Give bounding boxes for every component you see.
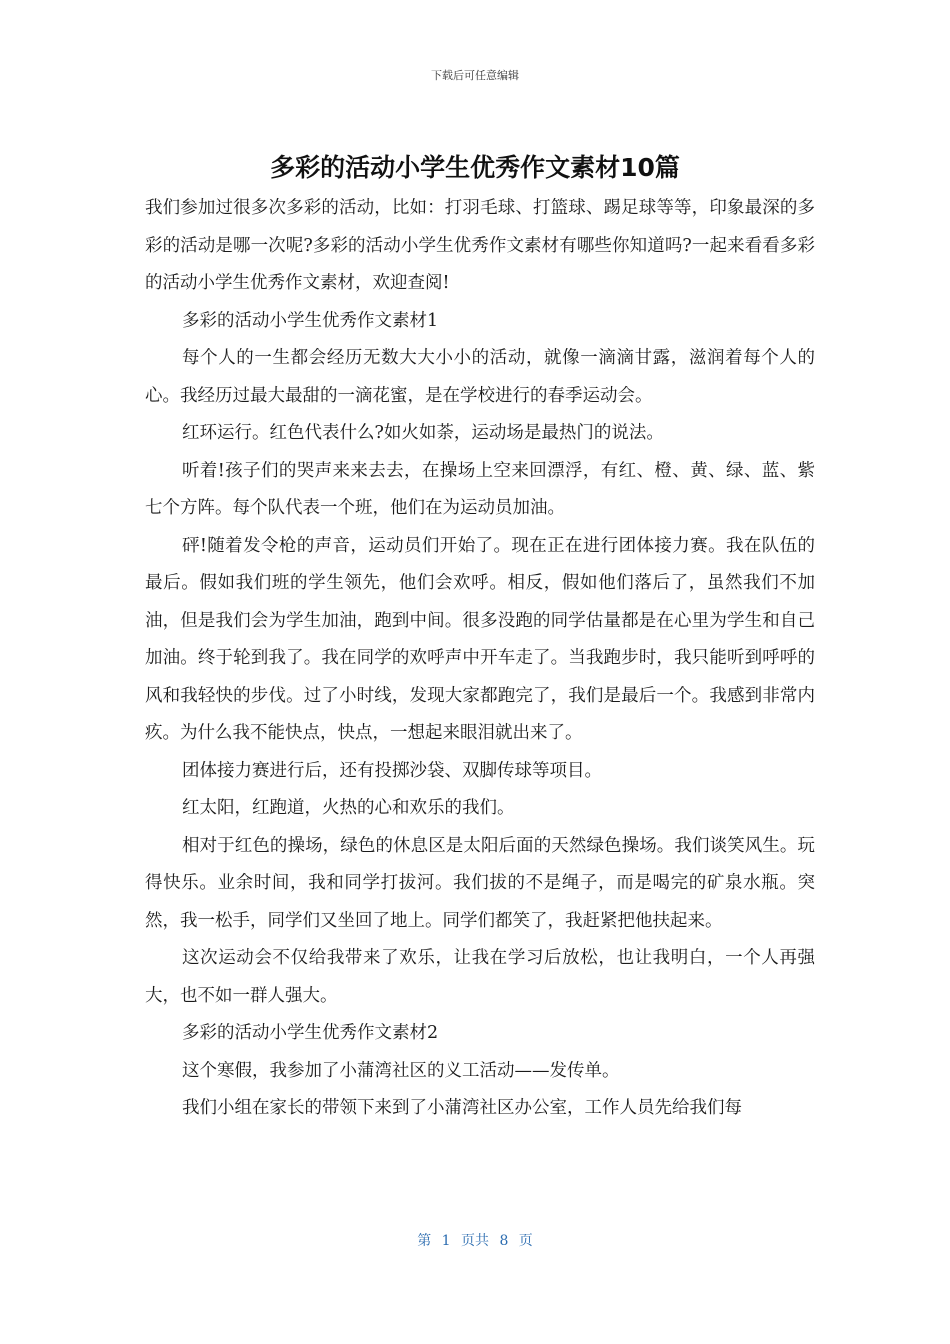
body-paragraph: 这次运动会不仅给我带来了欢乐，让我在学习后放松，也让我明白，一个人再强大，也不如一群人强大。 (145, 948, 815, 1006)
document-body (145, 190, 815, 1128)
body-paragraph: 听着!孩子们的哭声来来去去，在操场上空来回漂浮，有红、橙、黄、绿、蓝、紫七个方阵。每个队代表一个班，他们在为运动员加油。 (145, 460, 815, 518)
body-paragraph: 这个寒假，我参加了小蒲湾社区的义工活动——发传单。 (182, 1060, 620, 1081)
body-paragraph: 相对于红色的操场，绿色的休息区是太阳后面的天然绿色操场。我们谈笑风生。玩得快乐。业余时间，我和同学打拔河。我们拔的不是绳子，而是喝完的矿泉水瓶。突然，我一松手，同学们又坐回了地上。同学们都笑了，我赶紧把他扶起来。 (145, 835, 815, 931)
header-note: 下载后可任意编辑 (431, 69, 519, 82)
body-paragraph: 我们小组在家长的带领下来到了小蒲湾社区办公室，工作人员先给我们每 (182, 1098, 742, 1118)
body-paragraph: 红环运行。红色代表什么?如火如荼，运动场是最热门的说法。 (182, 423, 664, 443)
body-paragraph: 红太阳，红跑道，火热的心和欢乐的我们。 (182, 798, 515, 818)
body-paragraph: 砰!随着发令枪的声音，运动员们开始了。现在正在进行团体接力赛。我在队伍的最后。假如我们班的学生领先，他们会欢呼。相反，假如他们落后了，虽然我们不加油，但是我们会为学生加油，跑到中间。很多没跑的同学估量都是在心里为学生和自己加油。终于轮到我了。我在同学的欢呼声中开车走了。当我跑步时，我只能听到呼呼的风和我轻快的步伐。过了小时线，发现大家都跑完了，我们是最后一个。我感到非常内疚。为什么我不能快点，快点，一想起来眼泪就出来了。 (145, 535, 815, 743)
intro-paragraph: 我们参加过很多次多彩的活动，比如：打羽毛球、打篮球、踢足球等等，印象最深的多彩的活动是哪一次呢?多彩的活动小学生优秀作文素材有哪些你知道吗?一起来看看多彩的活动小学生优秀作文素材，欢迎查阅! (145, 198, 815, 293)
body-paragraph: 团体接力赛进行后，还有投掷沙袋、双脚传球等项目。 (182, 760, 602, 781)
document-title: 多彩的活动小学生优秀作文素材10篇 (270, 153, 680, 182)
section-heading-1: 多彩的活动小学生优秀作文素材1 (182, 310, 439, 331)
section-heading-2: 多彩的活动小学生优秀作文素材2 (182, 1023, 439, 1043)
body-paragraph: 每个人的一生都会经历无数大大小小的活动，就像一滴滴甘露，滋润着每个人的心。我经历过最大最甜的一滴花蜜，是在学校进行的春季运动会。 (145, 348, 815, 406)
page-number: 第 1 页共 8 页 (417, 1233, 533, 1249)
